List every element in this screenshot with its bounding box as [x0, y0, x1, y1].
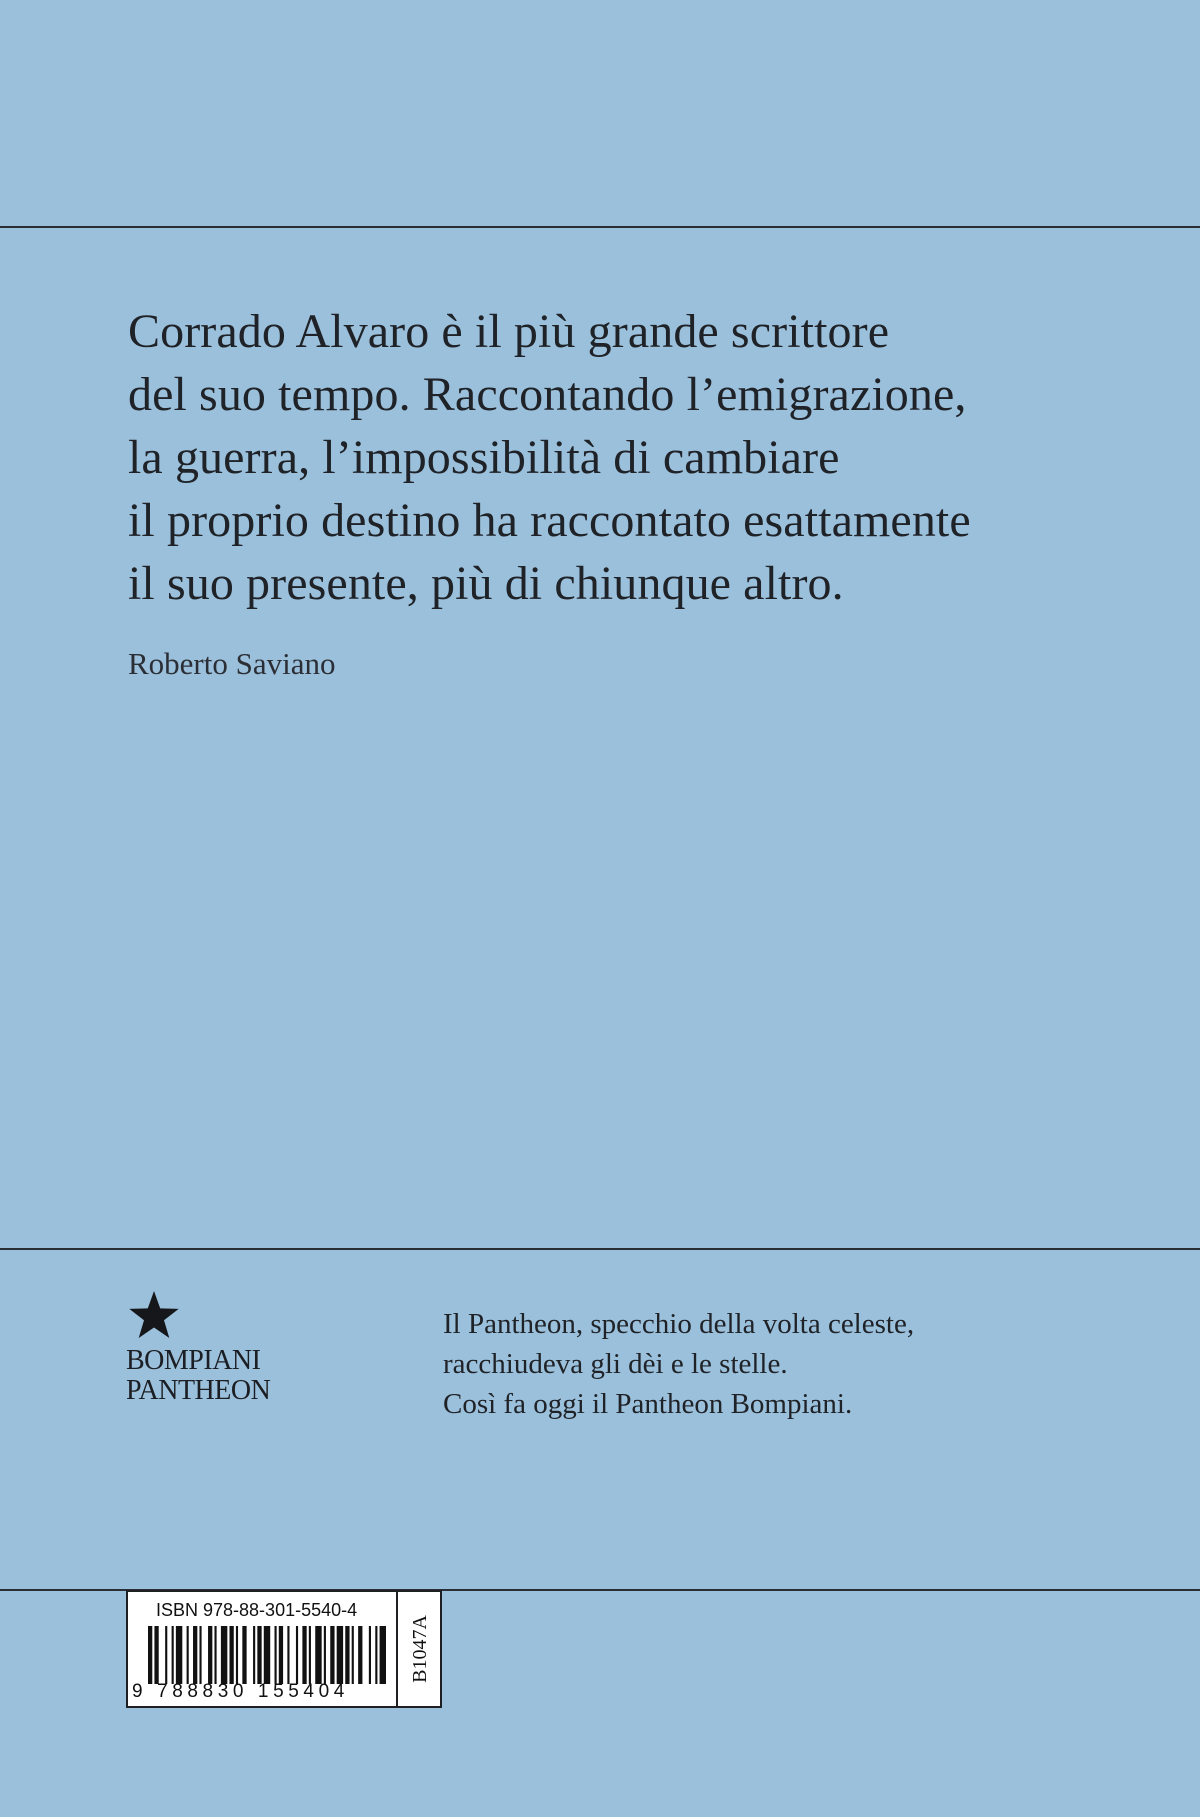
- quote-line: del suo tempo. Raccontando l’emigrazione,: [128, 368, 967, 421]
- blurb-line: Il Pantheon, specchio della volta celeste,: [443, 1308, 915, 1340]
- isbn-barcode-box: [126, 1590, 442, 1708]
- product-code: B1047A: [409, 1615, 431, 1683]
- series-blurb: [443, 1304, 1123, 1424]
- publisher-logo: [126, 1290, 316, 1420]
- barcode-bars: [148, 1626, 386, 1684]
- barcode-panel: [128, 1592, 398, 1706]
- barcode-digits: 9 788830 155404: [132, 1681, 349, 1702]
- middle-divider: [0, 1248, 1200, 1250]
- quote-line: Corrado Alvaro è il più grande scrittore: [128, 305, 890, 358]
- logo-line: PANTHEON: [126, 1375, 271, 1406]
- quote: [128, 300, 1108, 615]
- top-divider: [0, 226, 1200, 228]
- product-code-cell: [398, 1592, 442, 1706]
- star-icon: [128, 1290, 180, 1340]
- isbn-label: ISBN 978-88-301-5540-4: [156, 1600, 358, 1620]
- quote-attribution: Roberto Saviano: [128, 646, 336, 681]
- logo-line: BOMPIANI: [126, 1345, 261, 1376]
- blurb-line: Così fa oggi il Pantheon Bompiani.: [443, 1388, 853, 1420]
- quote-line: la guerra, l’impossibilità di cambiare: [128, 431, 840, 484]
- quote-line: il proprio destino ha raccontato esattamente: [128, 494, 971, 547]
- blurb-line: racchiudeva gli dèi e le stelle.: [443, 1348, 788, 1380]
- quote-line: il suo presente, più di chiunque altro.: [128, 557, 844, 610]
- logo-wordmark: [126, 1346, 270, 1406]
